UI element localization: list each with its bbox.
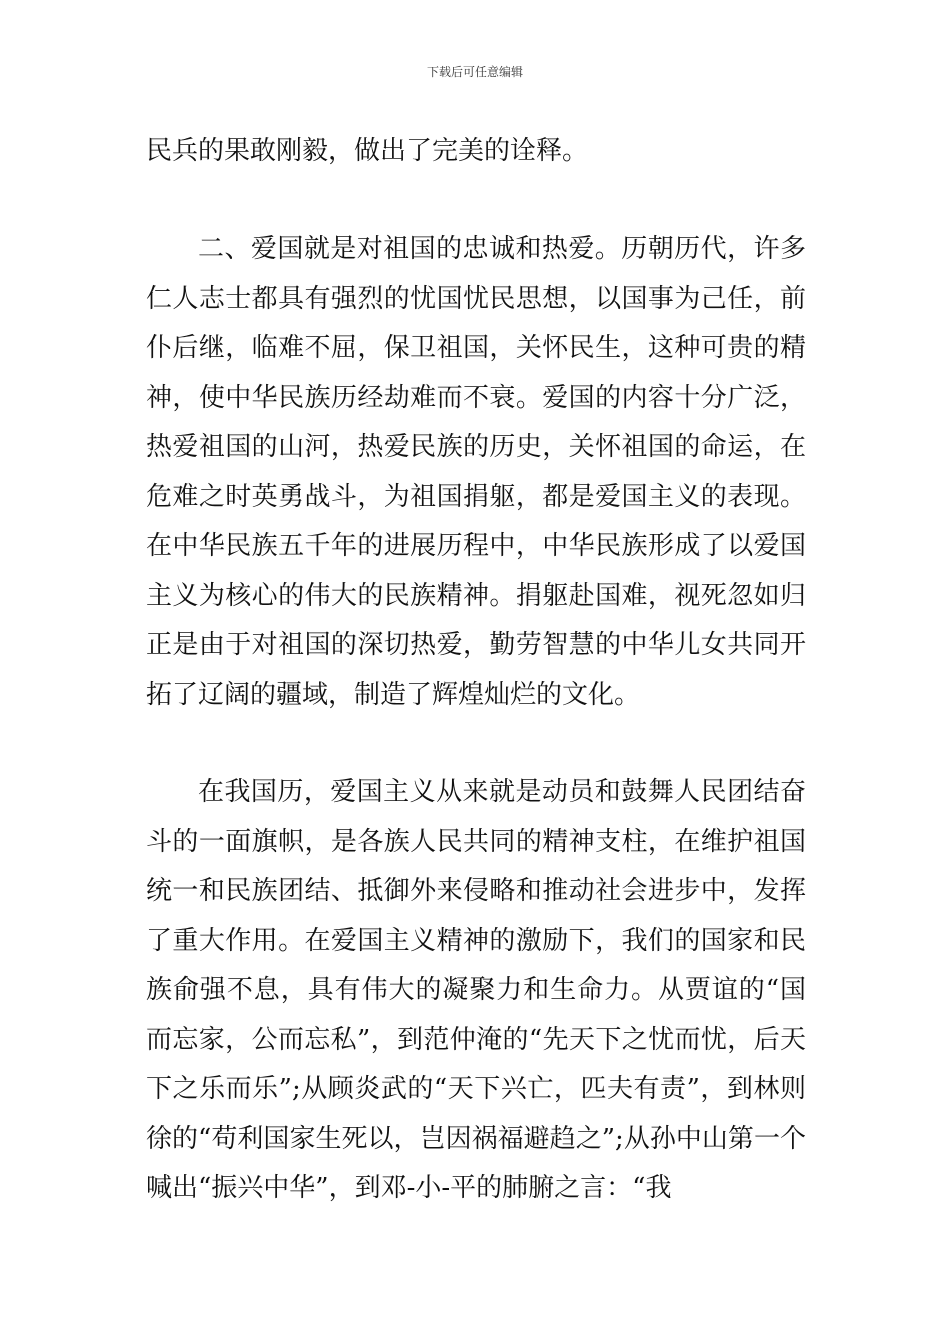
paragraph-2: 二、爱国就是对祖国的忠诚和热爱。历朝历代，许多仁人志士都具有强烈的忧国忧民思想，以国事为己任，前仆后继，临难不屈，保卫祖国，关怀民生，这种可贵的精神，使中华民族历经劫难而不衰。爱国的内容十分广泛，热爱祖国的山河，热爱民族的历史，关怀祖国的命运，在危难之时英勇战斗，为祖国捐躯，都是爱国主义的表现。在中华民族五千年的进展历程中，中华民族形成了以爱国主义为核心的伟大的民族精神。捐躯赴国难，视死忽如归正是由于对祖国的深切热爱，勤劳智慧的中华儿女共同开拓了辽阔的疆域，制造了辉煌灿烂的文化。	[146, 234, 806, 710]
paragraph-1: 民兵的果敢刚毅，做出了完美的诠释。	[146, 136, 589, 166]
paragraph-3: 在我国历，爱国主义从来就是动员和鼓舞人民团结奋斗的一面旗帜，是各族人民共同的精神支柱，在维护祖国统一和民族团结、抵御外来侵略和推动社会进步中，发挥了重大作用。在爱国主义精神的激励下，我们的国家和民族俞强不息，具有伟大的凝聚力和生命力。从贾谊的“国而忘家，公而忘私”，到范仲淹的“先天下之忧而忧，后天下之乐而乐”;从顾炎武的“天下兴亡，匹夫有责”，到林则徐的“苟利国家生死以，岂因祸福避趋之”;从孙中山第一个喊出“振兴中华”，到邓-小-平的肺腑之言：“我	[146, 777, 806, 1203]
page-header-note: 下载后可任意编辑	[426, 65, 523, 79]
